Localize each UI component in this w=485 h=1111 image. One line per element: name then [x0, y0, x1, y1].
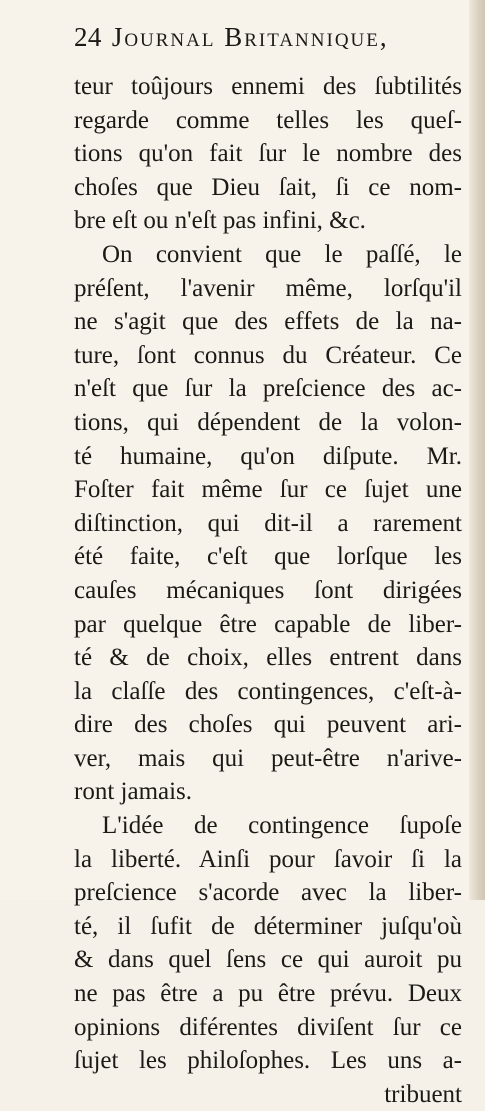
text-line: ture, ſont connus du Créateur. Ce	[74, 341, 462, 369]
text-line: teur toûjours ennemi des ſubtilités	[74, 73, 462, 100]
text-line: opinions diférentes diviſent ſur ce	[74, 1013, 462, 1041]
text-line: ne pas être a pu être prévu. Deux	[74, 980, 462, 1008]
running-title: Journal Britannique,	[111, 22, 389, 52]
paragraph-start-line: On convient que le paſſé, le	[102, 240, 462, 268]
text-line: & dans quel ſens ce qui auroit pu	[74, 946, 462, 974]
text-line: ſujet les philoſophes. Les uns a-	[74, 1047, 462, 1075]
text-line: préſent, l'avenir même, lorſqu'il	[74, 274, 462, 302]
text-line: dire des choſes qui peuvent ari-	[74, 711, 462, 739]
paragraph-start-line: L'idée de contingence ſupoſe	[102, 812, 462, 840]
text-line: tions qu'on fait ſur le nombre des	[74, 140, 462, 168]
page-header	[74, 22, 466, 53]
text-line: Foſter fait même ſur ce ſujet une	[74, 476, 462, 504]
text-line: bre eſt ou n'eſt pas infini, &c.	[74, 207, 366, 235]
text-line: choſes que Dieu ſait, ſi ce nom-	[74, 173, 462, 201]
text-line: n'eſt que ſur la preſcience des ac-	[74, 375, 462, 403]
text-line: diſtinction, qui dit-il a rarement	[74, 509, 462, 537]
text-line: été faite, c'eſt que lorſque les	[74, 543, 462, 571]
text-line: té, il ſufit de déterminer juſqu'où	[74, 912, 462, 940]
text-line: ne s'agit que des effets de la na-	[74, 308, 462, 336]
text-line: la claſſe des contingences, c'eſt-à-	[74, 677, 462, 705]
text-line: cauſes mécaniques ſont dirigées	[74, 576, 462, 604]
body-text	[74, 70, 462, 1111]
text-line: tions, qui dépendent de la volon-	[74, 408, 462, 436]
text-line: regarde comme telles les queſ-	[74, 106, 462, 134]
text-line: la liberté. Ainſi pour ſavoir ſi la	[74, 845, 462, 873]
text-line: té & de choix, elles entrent dans	[74, 644, 462, 672]
page-edge-shadow	[469, 0, 485, 900]
text-line: par quelque être capable de liber-	[74, 610, 462, 638]
page-number: 24	[74, 22, 102, 52]
text-line: ront jamais.	[74, 778, 193, 806]
text-line: ver, mais qui peut-être n'arive-	[74, 744, 462, 772]
text-line: preſcience s'acorde avec la liber-	[74, 879, 462, 907]
text-line: té humaine, qu'on diſpute. Mr.	[74, 442, 462, 470]
catchword: tribuent	[384, 1080, 462, 1108]
